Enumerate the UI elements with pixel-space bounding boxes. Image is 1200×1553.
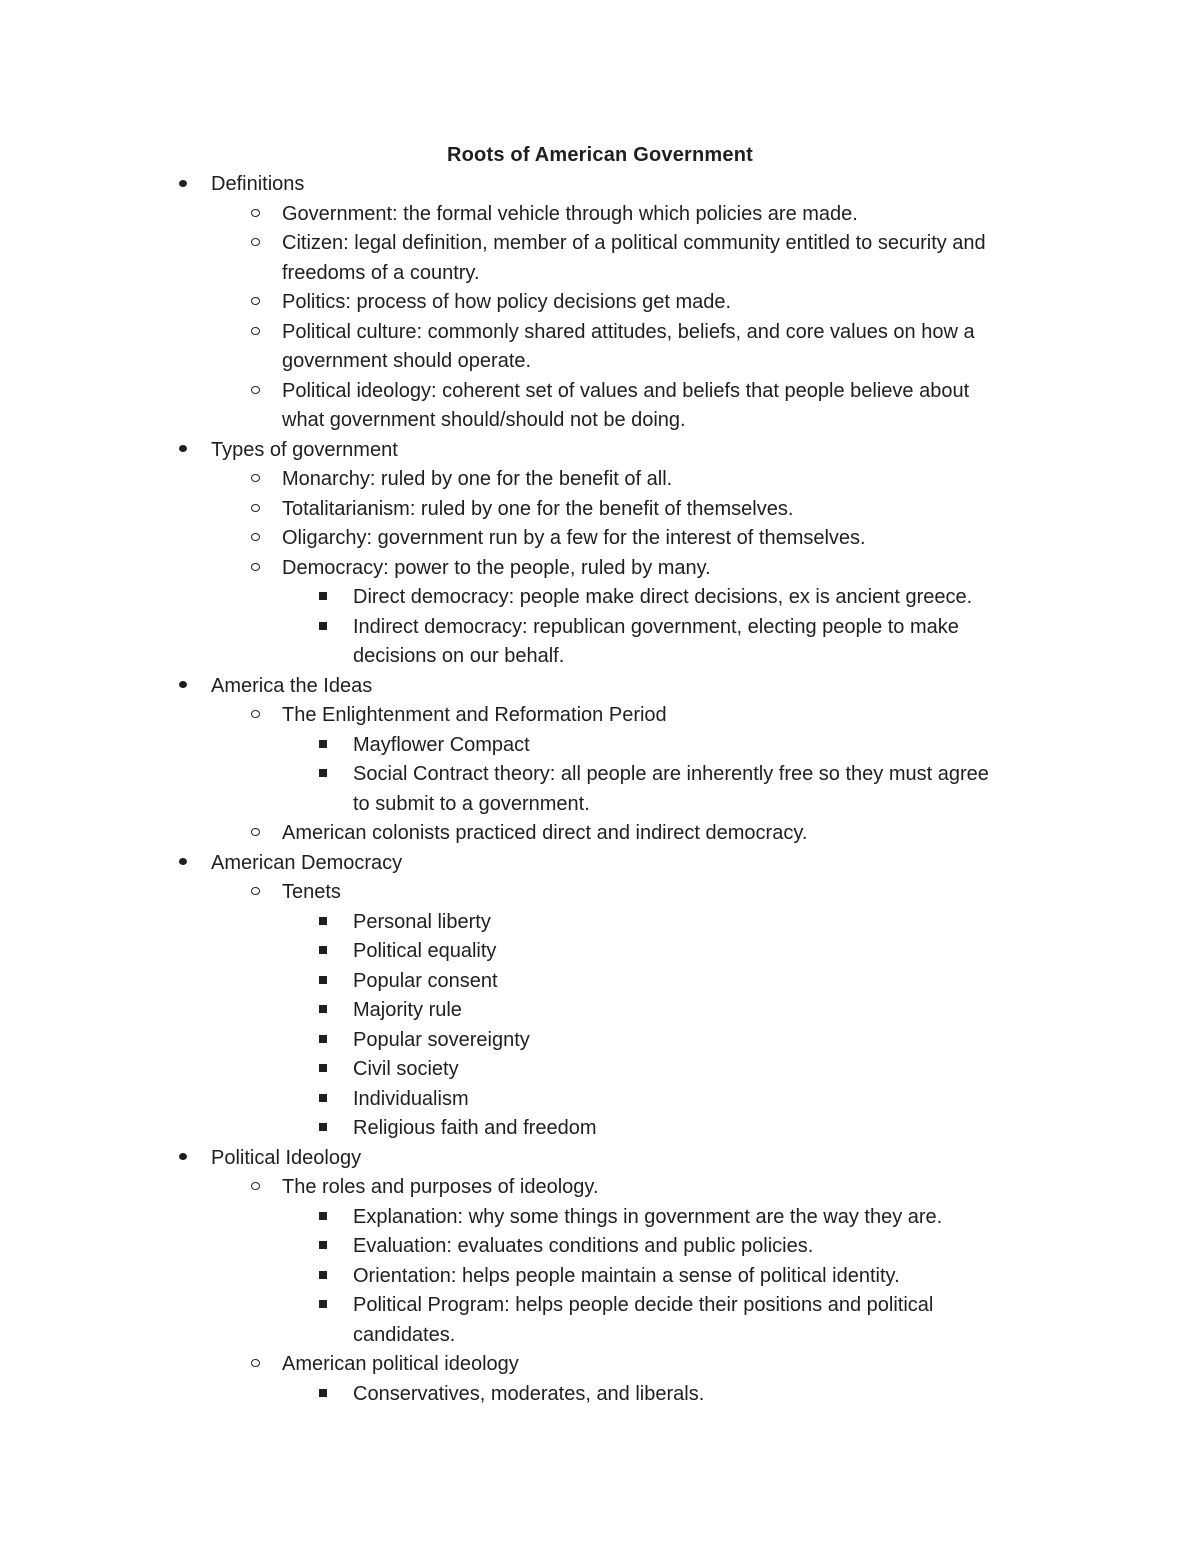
hollow-circle-bullet-icon (245, 377, 265, 407)
square-bullet-icon (313, 731, 333, 761)
list-item-level-3 (0, 908, 1200, 938)
list-item-level-3 (0, 613, 1200, 643)
list-item-text: freedoms of a country. (282, 261, 480, 284)
list-item-text: Political Program: helps people decide their positions and political (353, 1294, 934, 1316)
list-item-level-1 (0, 849, 1200, 879)
list-item-text: Politics: process of how policy decisions get made. (282, 291, 732, 313)
list-item-level-2 (0, 1173, 1200, 1203)
list-item-text: Mayflower Compact (353, 733, 530, 756)
list-item-level-2 (0, 524, 1200, 554)
list-item-level-1 (0, 1144, 1200, 1174)
hollow-circle-bullet-icon (245, 318, 265, 348)
list-item-text: Monarchy: ruled by one for the benefit of all. (282, 468, 673, 490)
list-item-level-2 (0, 1350, 1200, 1380)
filled-circle-bullet-icon (173, 1144, 193, 1174)
list-item-level-2 (0, 819, 1200, 849)
list-item-text: Citizen: legal definition, member of a political community entitled to security and (282, 232, 986, 254)
square-bullet-icon (313, 1203, 333, 1233)
list-item-continuation (0, 406, 1200, 436)
list-item-text: Democracy: power to the people, ruled by many. (282, 556, 711, 579)
list-item-text: Political ideology: coherent set of values and beliefs that people believe about (282, 379, 970, 402)
square-bullet-icon (313, 1380, 333, 1410)
list-item-level-3 (0, 1055, 1200, 1085)
list-item-level-3 (0, 1114, 1200, 1144)
filled-circle-bullet-icon (173, 436, 193, 466)
square-bullet-icon (313, 1085, 333, 1115)
list-item-text: Explanation: why some things in government are the way they are. (353, 1205, 943, 1228)
list-item-text: decisions on our behalf. (353, 645, 565, 667)
list-item-continuation (0, 259, 1200, 289)
hollow-circle-bullet-icon (245, 524, 265, 554)
square-bullet-icon (313, 760, 333, 790)
square-bullet-icon (313, 1291, 333, 1321)
list-item-level-2 (0, 465, 1200, 495)
square-bullet-icon (313, 613, 333, 643)
list-item-level-2 (0, 288, 1200, 318)
list-item-text: government should operate. (282, 350, 532, 372)
list-item-level-3 (0, 1026, 1200, 1056)
list-item-text: Social Contract theory: all people are inherently free so they must agree (353, 763, 989, 785)
square-bullet-icon (313, 908, 333, 938)
list-item-text: Types of government (211, 438, 398, 461)
list-item-text: Majority rule (353, 999, 462, 1021)
list-item-level-2 (0, 701, 1200, 731)
square-bullet-icon (313, 1262, 333, 1292)
hollow-circle-bullet-icon (245, 819, 265, 849)
list-item-text: Evaluation: evaluates conditions and public policies. (353, 1235, 814, 1257)
list-item-level-3 (0, 967, 1200, 997)
list-item-continuation (0, 642, 1200, 672)
list-item-level-1 (0, 436, 1200, 466)
filled-circle-bullet-icon (173, 170, 193, 200)
list-item-level-3 (0, 1262, 1200, 1292)
square-bullet-icon (313, 1114, 333, 1144)
list-item-text: Political equality (353, 940, 497, 962)
hollow-circle-bullet-icon (245, 1173, 265, 1203)
list-item-level-3 (0, 937, 1200, 967)
list-item-text: American Democracy (211, 851, 403, 874)
list-item-continuation (0, 790, 1200, 820)
hollow-circle-bullet-icon (245, 701, 265, 731)
hollow-circle-bullet-icon (245, 229, 265, 259)
list-item-text: American political ideology (282, 1353, 519, 1375)
list-item-text: The roles and purposes of ideology. (282, 1176, 599, 1198)
list-item-level-3 (0, 760, 1200, 790)
list-item-text: Personal liberty (353, 910, 491, 933)
bulleted-outline (0, 170, 1200, 1409)
list-item-level-2 (0, 229, 1200, 259)
list-item-text: Popular consent (353, 969, 498, 992)
filled-circle-bullet-icon (173, 849, 193, 879)
list-item-level-3 (0, 1232, 1200, 1262)
list-item-level-2 (0, 878, 1200, 908)
list-item-level-3 (0, 1085, 1200, 1115)
list-item-text: to submit to a government. (353, 792, 590, 815)
list-item-text: The Enlightenment and Reformation Period (282, 704, 667, 726)
hollow-circle-bullet-icon (245, 465, 265, 495)
list-item-level-1 (0, 672, 1200, 702)
list-item-continuation (0, 1321, 1200, 1351)
hollow-circle-bullet-icon (245, 878, 265, 908)
hollow-circle-bullet-icon (245, 1350, 265, 1380)
square-bullet-icon (313, 1026, 333, 1056)
list-item-text: Individualism (353, 1087, 469, 1110)
square-bullet-icon (313, 937, 333, 967)
list-item-text: Definitions (211, 173, 305, 195)
list-item-text: Oligarchy: government run by a few for the interest of themselves. (282, 527, 866, 549)
list-item-text: Political culture: commonly shared attitudes, beliefs, and core values on how a (282, 320, 975, 343)
list-item-text: Indirect democracy: republican government, electing people to make (353, 615, 959, 638)
filled-circle-bullet-icon (173, 672, 193, 702)
list-item-level-3 (0, 996, 1200, 1026)
list-item-level-3 (0, 583, 1200, 613)
list-item-text: American colonists practiced direct and indirect democracy. (282, 822, 808, 844)
list-item-text: Government: the formal vehicle through which policies are made. (282, 202, 858, 225)
list-item-level-3 (0, 731, 1200, 761)
list-item-text: Tenets (282, 881, 341, 903)
list-item-level-3 (0, 1380, 1200, 1410)
list-item-level-2 (0, 318, 1200, 348)
list-item-level-3 (0, 1291, 1200, 1321)
hollow-circle-bullet-icon (245, 288, 265, 318)
hollow-circle-bullet-icon (245, 200, 265, 230)
list-item-continuation (0, 347, 1200, 377)
hollow-circle-bullet-icon (245, 495, 265, 525)
list-item-text: Direct democracy: people make direct decisions, ex is ancient greece. (353, 586, 973, 608)
square-bullet-icon (313, 1055, 333, 1085)
list-item-text: Political Ideology (211, 1146, 362, 1169)
square-bullet-icon (313, 583, 333, 613)
list-item-level-1 (0, 170, 1200, 200)
list-item-text: Orientation: helps people maintain a sense of political identity. (353, 1264, 900, 1287)
hollow-circle-bullet-icon (245, 554, 265, 584)
list-item-text: Totalitarianism: ruled by one for the benefit of themselves. (282, 497, 794, 520)
list-item-text: America the Ideas (211, 674, 373, 697)
list-item-text: what government should/should not be doing. (282, 409, 686, 431)
list-item-text: Civil society (353, 1058, 459, 1080)
list-item-text: Religious faith and freedom (353, 1117, 597, 1139)
square-bullet-icon (313, 996, 333, 1026)
page-title: Roots of American Government (446, 144, 754, 166)
list-item-level-2 (0, 554, 1200, 584)
list-item-level-2 (0, 495, 1200, 525)
list-item-text: Popular sovereignty (353, 1028, 530, 1051)
list-item-level-2 (0, 200, 1200, 230)
list-item-level-2 (0, 377, 1200, 407)
list-item-text: candidates. (353, 1323, 456, 1346)
square-bullet-icon (313, 967, 333, 997)
list-item-text: Conservatives, moderates, and liberals. (353, 1382, 705, 1405)
square-bullet-icon (313, 1232, 333, 1262)
list-item-level-3 (0, 1203, 1200, 1233)
